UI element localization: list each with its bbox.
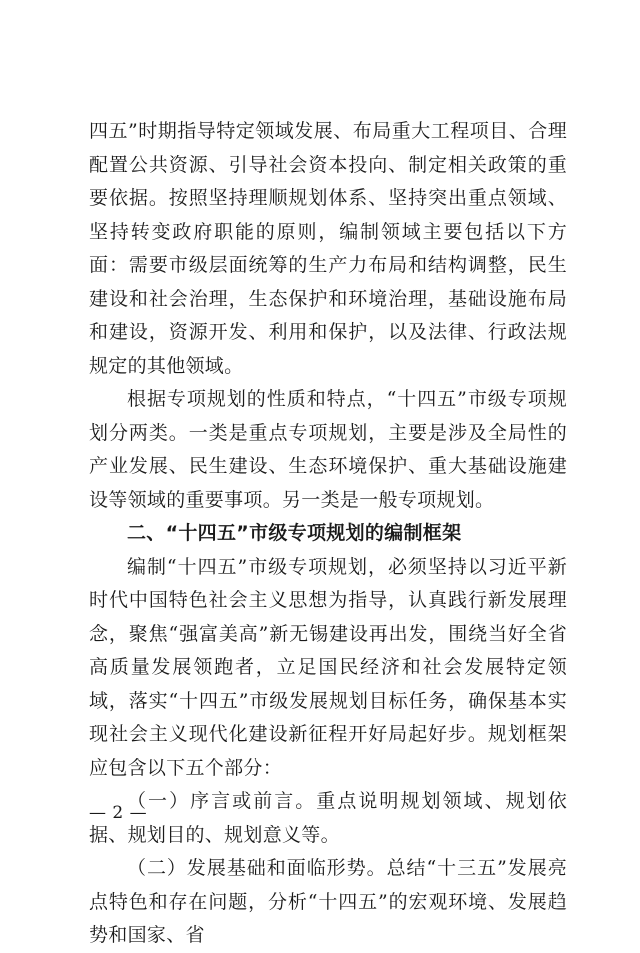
section-heading-framework: 二、“十四五”市级专项规划的编制框架 <box>127 522 462 544</box>
paragraph-preface: （一）序言或前言。重点说明规划领域、规划依据、规划目的、规划意义等。 <box>89 790 567 846</box>
page-number: — 2 — <box>89 803 148 823</box>
paragraph-continuation: 四五”时期指导特定领域发展、布局重大工程项目、合理配置公共资源、引导社会资本投向、制定相关政策的重要依据。按照坚持理顺规划体系、坚持突出重点领域、坚持转变政府职能的原则，编制领域主要包括以下方面：需要市级层面统筹的生产力布局和结构调整，民生建设和社会治理，生态保护和环境治理，基础设施布局和建设，资源开发、利用和保护，以及法律、行政法规规定的其他领域。 <box>89 120 567 377</box>
document-body <box>89 115 567 953</box>
paragraph-development-basis: （二）发展基础和面临形势。总结“十三五”发展亮点特色和存在问题，分析“十四五”的宏观环境、发展趋势和国家、省 <box>89 857 567 946</box>
paragraph-framework-intro: 编制“十四五”市级专项规划，必须坚持以习近平新时代中国特色社会主义思想为指导，认真践行新发展理念，聚焦“强富美高”新无锡建设再出发，围绕当好全省高质量发展领跑者，立足国民经济和社会发展特定领域，落实“十四五”市级发展规划目标任务，确保基本实现社会主义现代化建设新征程开好局起好步。规划框架应包含以下五个部分： <box>89 555 567 779</box>
paragraph-plan-categories: 根据专项规划的性质和特点，“十四五”市级专项规划分两类。一类是重点专项规划，主要是涉及全局性的产业发展、民生建设、生态环境保护、重大基础设施建设等领域的重要事项。另一类是一般专项规划。 <box>89 388 567 511</box>
